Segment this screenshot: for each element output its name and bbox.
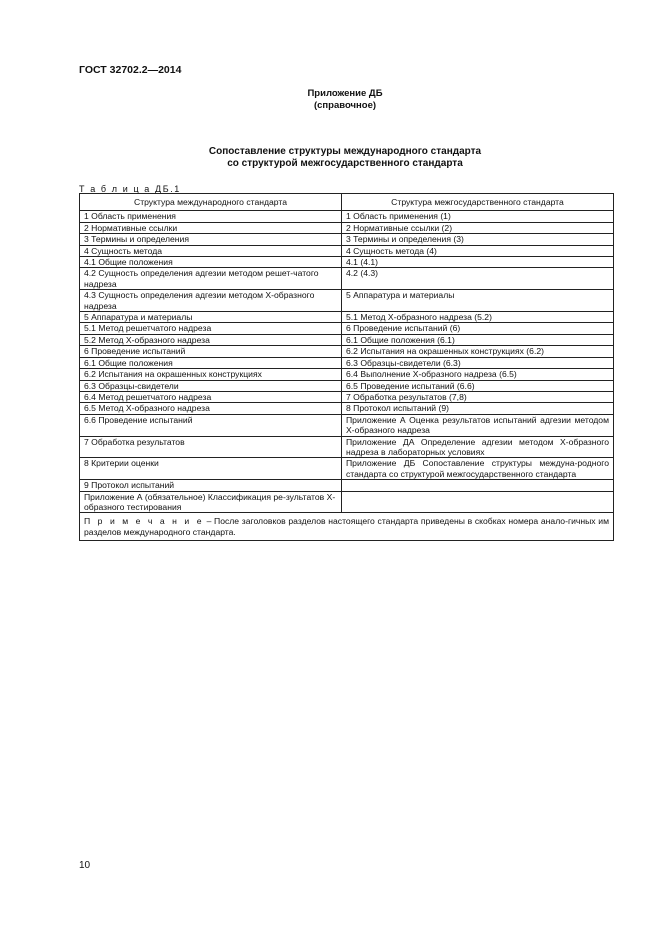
table-header-row: [80, 194, 614, 211]
document-title-line-1: Сопоставление структуры международного стандарта: [208, 146, 482, 157]
cell-interstate: 5 Аппаратура и материалы: [342, 290, 614, 312]
table-row: [80, 334, 614, 345]
cell-international: 7 Обработка результатов: [80, 436, 342, 458]
table-row: [80, 290, 614, 312]
table-row: [80, 257, 614, 268]
table-row: [80, 414, 614, 436]
cell-international: 6 Проведение испытаний: [80, 346, 342, 357]
table-caption: Т а б л и ц а ДБ.1: [79, 184, 181, 194]
cell-interstate: [342, 480, 614, 491]
cell-international: Приложение А (обязательное) Классификация ре-зультатов Х-образного тестирования: [80, 491, 342, 513]
cell-interstate: 7 Обработка результатов (7,8): [342, 391, 614, 402]
note-text: – После заголовков разделов настоящего стандарта приведены в скобках номера анало-гичных им разделов международного стандарта.: [84, 516, 609, 537]
header-interstate-structure: Структура межгосударственного стандарта: [342, 194, 614, 211]
table-row: [80, 380, 614, 391]
document-title: [0, 146, 661, 170]
cell-international: 4.2 Сущность определения адгезии методом решет-чатого надреза: [80, 268, 342, 290]
table-row: [80, 222, 614, 233]
cell-international: 6.6 Проведение испытаний: [80, 414, 342, 436]
header-international-structure: Структура международного стандарта: [80, 194, 342, 211]
cell-interstate: 5.1 Метод Х-образного надреза (5.2): [342, 312, 614, 323]
table-row: [80, 346, 614, 357]
cell-international: 2 Нормативные ссылки: [80, 222, 342, 233]
cell-interstate: 6.5 Проведение испытаний (6.6): [342, 380, 614, 391]
cell-interstate: 4.2 (4.3): [342, 268, 614, 290]
appendix-title: Приложение ДБ: [307, 88, 383, 99]
table-row: [80, 391, 614, 402]
cell-interstate: [342, 491, 614, 513]
cell-interstate: 3 Термины и определения (3): [342, 234, 614, 245]
page-number: 10: [79, 860, 91, 871]
appendix-heading: [0, 88, 661, 112]
cell-interstate: Приложение А Оценка результатов испытаний адгезии методом Х-образного надреза: [342, 414, 614, 436]
cell-interstate: Приложение ДБ Сопоставление структуры междуна-родного стандарта со структурой межгосударственного стандарта: [342, 458, 614, 480]
cell-international: 9 Протокол испытаний: [80, 480, 342, 491]
cell-international: 6.3 Образцы-свидетели: [80, 380, 342, 391]
cell-international: 3 Термины и определения: [80, 234, 342, 245]
appendix-subtitle: (справочное): [313, 100, 377, 111]
cell-international: 6.2 Испытания на окрашенных конструкциях: [80, 369, 342, 380]
cell-international: 6.4 Метод решетчатого надреза: [80, 391, 342, 402]
cell-interstate: 6.2 Испытания на окрашенных конструкциях (6.2): [342, 346, 614, 357]
cell-interstate: 1 Область применения (1): [342, 211, 614, 222]
cell-interstate: 4.1 (4.1): [342, 257, 614, 268]
table-row: [80, 268, 614, 290]
cell-interstate: Приложение ДА Определение адгезии методом Х-образного надреза в лабораторных условиях: [342, 436, 614, 458]
table-row: [80, 234, 614, 245]
table-row: [80, 403, 614, 414]
cell-interstate: 8 Протокол испытаний (9): [342, 403, 614, 414]
cell-international: 4.3 Сущность определения адгезии методом Х-образного надреза: [80, 290, 342, 312]
cell-interstate: 6.3 Образцы-свидетели (6.3): [342, 357, 614, 368]
cell-international: 5.2 Метод Х-образного надреза: [80, 334, 342, 345]
cell-international: 8 Критерии оценки: [80, 458, 342, 480]
cell-interstate: 6.4 Выполнение Х-образного надреза (6.5): [342, 369, 614, 380]
table-row: [80, 312, 614, 323]
cell-interstate: 6.1 Общие положения (6.1): [342, 334, 614, 345]
cell-international: 4 Сущность метода: [80, 245, 342, 256]
table-note: [80, 513, 614, 541]
comparison-table: [79, 193, 614, 541]
cell-international: 6.1 Общие положения: [80, 357, 342, 368]
table-row: [80, 369, 614, 380]
table-row: [80, 211, 614, 222]
table-row: [80, 245, 614, 256]
cell-interstate: 6 Проведение испытаний (6): [342, 323, 614, 334]
table-row: [80, 357, 614, 368]
standard-header: ГОСТ 32702.2—2014: [79, 64, 182, 76]
table-row: [80, 491, 614, 513]
document-title-line-2: со структурой межгосударственного стандарта: [227, 158, 463, 169]
cell-international: 6.5 Метод Х-образного надреза: [80, 403, 342, 414]
table-row: [80, 458, 614, 480]
table-row: [80, 480, 614, 491]
cell-international: 1 Область применения: [80, 211, 342, 222]
table-note-row: [80, 513, 614, 541]
cell-interstate: 2 Нормативные ссылки (2): [342, 222, 614, 233]
cell-international: 5.1 Метод решетчатого надреза: [80, 323, 342, 334]
note-label: П р и м е ч а н и е: [84, 516, 204, 527]
cell-international: 5 Аппаратура и материалы: [80, 312, 342, 323]
cell-interstate: 4 Сущность метода (4): [342, 245, 614, 256]
table-row: [80, 436, 614, 458]
cell-international: 4.1 Общие положения: [80, 257, 342, 268]
table-row: [80, 323, 614, 334]
